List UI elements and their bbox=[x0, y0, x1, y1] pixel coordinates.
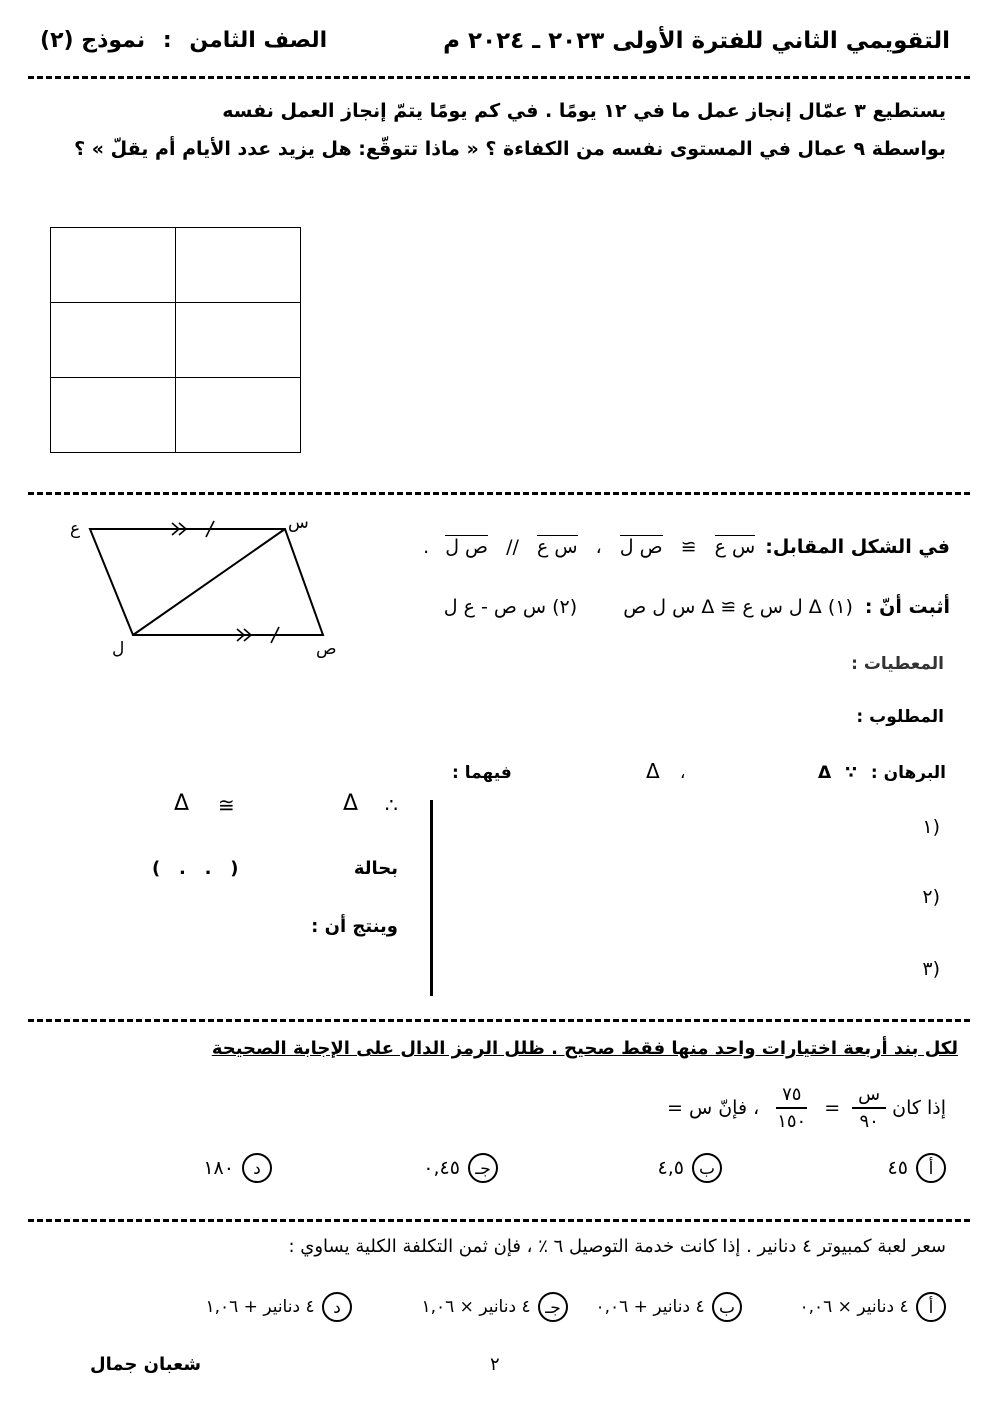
proof-step-3: ٣) bbox=[922, 958, 940, 980]
grade-model bbox=[40, 28, 327, 53]
proof-label-text: البرهان : bbox=[870, 763, 946, 783]
required-label: المطلوب : bbox=[856, 707, 944, 727]
q4-option-a[interactable] bbox=[799, 1292, 946, 1322]
proportion-table bbox=[50, 227, 301, 453]
vertex-label-s: س bbox=[288, 513, 309, 533]
congruent-symbol: ≅ bbox=[218, 793, 235, 817]
q3-option-d[interactable] bbox=[203, 1153, 272, 1183]
q3-then: ، فإنّ س = bbox=[667, 1097, 760, 1119]
q3-stem bbox=[667, 1084, 946, 1132]
option-b-bubble[interactable]: ب bbox=[692, 1153, 722, 1183]
diagonal-sl bbox=[133, 529, 285, 635]
divider bbox=[28, 76, 970, 79]
segment-pl: ص ل bbox=[619, 536, 663, 558]
proof-step-2: ٢) bbox=[922, 886, 940, 908]
prove-statement-2: (٢) س ص - ع ل bbox=[443, 596, 578, 618]
vertex-label-p: ص bbox=[316, 639, 337, 659]
q2-intro bbox=[423, 536, 950, 558]
option-b-value: ٤,٥ bbox=[657, 1156, 684, 1179]
q4-option-c[interactable] bbox=[421, 1292, 568, 1322]
prove-label: أثبت أنّ : bbox=[864, 596, 950, 618]
option-a-bubble[interactable]: أ bbox=[916, 1153, 946, 1183]
divider bbox=[28, 492, 970, 495]
proof-label bbox=[818, 763, 946, 783]
option-c-value: ٤ دنانير × ١,٠٦ bbox=[421, 1297, 531, 1317]
q2-intro-prefix: في الشكل المقابل: bbox=[765, 536, 950, 558]
table-cell[interactable] bbox=[176, 378, 301, 453]
divider bbox=[28, 1019, 970, 1022]
q2-prove bbox=[444, 596, 950, 618]
option-c-bubble[interactable]: جـ bbox=[468, 1153, 498, 1183]
prove-statement-1: (١) Δ ل س ع ≅ Δ س ل ص bbox=[623, 596, 853, 618]
comma: ، bbox=[680, 763, 686, 783]
by-case-label: بحالة bbox=[353, 858, 398, 879]
option-d-bubble[interactable]: د bbox=[242, 1153, 272, 1183]
q4-stem: سعر لعبة كمبيوتر ٤ دنانير . إذا كانت خدمة التوصيل ٦ ٪ ، فإن ثمن التكلفة الكلية يساوي : bbox=[288, 1236, 946, 1257]
triangle-symbol: Δ bbox=[818, 763, 832, 783]
q4-option-b[interactable] bbox=[595, 1292, 742, 1322]
option-b-value: ٤ دنانير + ٠,٠٦ bbox=[595, 1297, 705, 1317]
vertex-label-a: ع bbox=[70, 519, 81, 539]
triangle-symbol: Δ bbox=[343, 791, 359, 816]
fraction-denominator: ١٥٠ bbox=[777, 1111, 807, 1132]
equals-sign: = bbox=[824, 1097, 841, 1119]
segment-pl-2: ص ل bbox=[445, 536, 489, 558]
option-d-value: ٤ دنانير + ١,٠٦ bbox=[205, 1297, 315, 1317]
triangle-symbol: Δ bbox=[646, 759, 660, 783]
triangle-symbol: Δ bbox=[174, 791, 190, 816]
fraction-75-over-150 bbox=[771, 1084, 812, 1132]
parallelogram-figure bbox=[60, 510, 360, 660]
grade-label: الصف الثامن bbox=[189, 28, 328, 53]
table-cell[interactable] bbox=[51, 378, 176, 453]
author-name: شعبان جمال bbox=[90, 1354, 202, 1375]
segment-sa: س ع bbox=[714, 536, 756, 558]
period: . bbox=[423, 536, 430, 558]
option-a-value: ٤٥ bbox=[887, 1156, 908, 1179]
divider bbox=[28, 1219, 970, 1222]
parallel-symbol: // bbox=[506, 536, 519, 558]
congruent-symbol: ≅ bbox=[680, 536, 697, 558]
option-c-value: ٠,٤٥ bbox=[423, 1156, 460, 1179]
fraction-denominator: ٩٠ bbox=[859, 1111, 879, 1132]
result-label: وينتج أن : bbox=[311, 916, 398, 937]
option-c-bubble[interactable]: جـ bbox=[538, 1292, 568, 1322]
table-cell[interactable] bbox=[51, 303, 176, 378]
mcq-instructions: لكل بند أربعة اختيارات واحد منها فقط صحيح . ظلل الرمز الدال على الإجابة الصحيحة bbox=[211, 1038, 958, 1059]
table-cell[interactable] bbox=[51, 228, 176, 303]
q3-if: إذا كان bbox=[892, 1097, 946, 1119]
case-blank: ( . . ) bbox=[152, 858, 239, 879]
option-d-value: ١٨٠ bbox=[203, 1156, 234, 1179]
q1-line1: يستطيع ٣ عمّال إنجاز عمل ما في ١٢ يومًا . في كم يومًا يتمّ إنجاز العمل نفسه bbox=[222, 100, 946, 122]
option-a-value: ٤ دنانير × ٠,٠٦ bbox=[799, 1297, 909, 1317]
comma: ، bbox=[595, 536, 602, 558]
table-cell[interactable] bbox=[176, 228, 301, 303]
option-a-bubble[interactable]: أ bbox=[916, 1292, 946, 1322]
exam-title: التقويمي الثاني للفترة الأولى ٢٠٢٣ ـ ٢٠٢٤ م bbox=[443, 28, 950, 54]
model-label: نموذج (٢) bbox=[40, 28, 146, 53]
header-separator: : bbox=[162, 28, 172, 53]
therefore-symbol: ∴ bbox=[385, 793, 398, 817]
proof-step-1: ١) bbox=[922, 816, 940, 838]
q4-option-d[interactable] bbox=[205, 1292, 352, 1322]
because-symbol: ∵ bbox=[845, 763, 857, 783]
q3-option-b[interactable] bbox=[658, 1153, 723, 1183]
fihima-label: فيهما : bbox=[452, 763, 512, 783]
parallelogram-shape bbox=[90, 529, 323, 635]
q1-line2: بواسطة ٩ عمال في المستوى نفسه من الكفاءة ؟ « ماذا تتوقّع: هل يزيد عدد الأيام أم يقلّ » ؟ bbox=[74, 138, 946, 160]
segment-sa-2: س ع bbox=[536, 536, 578, 558]
proof-divider bbox=[430, 800, 433, 996]
q3-option-a[interactable] bbox=[888, 1153, 946, 1183]
table-cell[interactable] bbox=[176, 303, 301, 378]
vertex-label-l: ل bbox=[112, 639, 125, 659]
givens-label: المعطيات : bbox=[851, 654, 944, 674]
fraction-numerator: ٧٥ bbox=[776, 1084, 807, 1109]
fraction-numerator: س bbox=[852, 1084, 886, 1109]
option-b-bubble[interactable]: ب bbox=[712, 1292, 742, 1322]
fraction-s-over-90 bbox=[852, 1084, 886, 1132]
page-number: ٢ bbox=[490, 1354, 500, 1375]
q3-option-c[interactable] bbox=[423, 1153, 498, 1183]
option-d-bubble[interactable]: د bbox=[322, 1292, 352, 1322]
